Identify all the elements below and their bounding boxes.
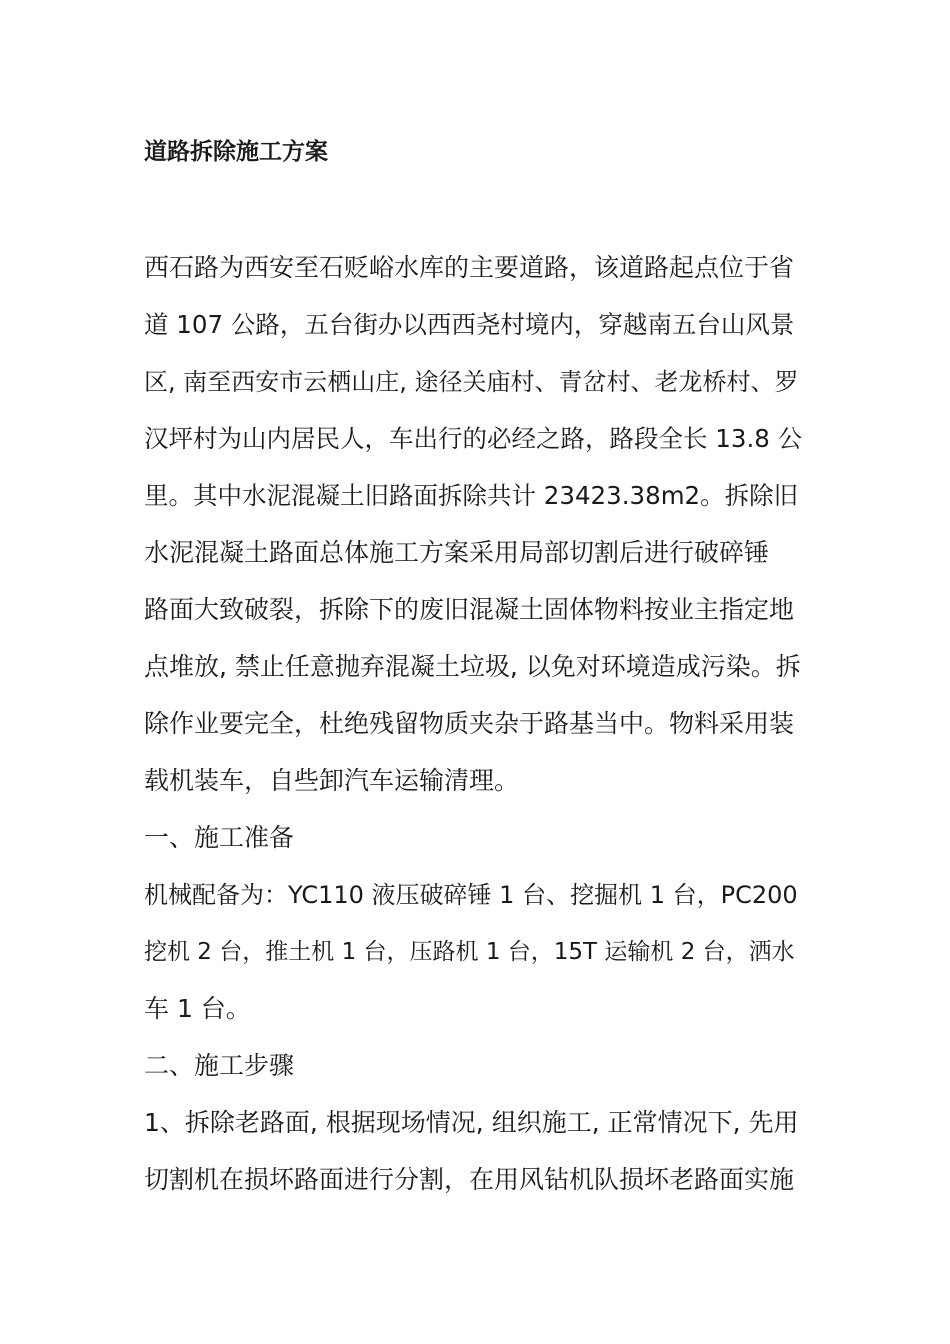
body-line: 路面大致破裂，拆除下的废旧混凝土固体物料按业主指定地: [144, 595, 795, 624]
body-line: 载机装车，自些卸汽车运输清理。: [144, 766, 520, 795]
body-line: 水泥混凝土路面总体施工方案采用局部切割后进行破碎锤: [144, 538, 770, 567]
body-line: 切割机在损坏路面进行分割，在用风钻机队损坏老路面实施: [144, 1165, 795, 1194]
body-line: 1、拆除老路面, 根据现场情况, 组织施工, 正常情况下, 先用: [144, 1108, 799, 1137]
body-line: 里。其中水泥混凝土旧路面拆除共计 23423.38m2。拆除旧: [144, 481, 799, 510]
body-line: 汉坪村为山内居民人，车出行的必经之路，路段全长 13.8 公: [144, 424, 803, 453]
body-line: 机械配备为：YC110 液压破碎锤 1 台、挖掘机 1 台，PC200: [144, 881, 798, 909]
body-line: 西石路为西安至石贬峪水库的主要道路，该道路起点位于省: [144, 253, 795, 282]
body-line: 区, 南至西安市云栖山庄, 途径关庙村、青岔村、老龙桥村、罗: [144, 368, 799, 396]
body-line: 道 107 公路，五台街办以西西尧村境内，穿越南五台山风景: [144, 310, 795, 339]
section-heading: 二、施工步骤: [144, 1051, 295, 1080]
body-line: 点堆放, 禁止任意抛弃混凝土垃圾, 以免对环境造成污染。拆: [144, 652, 801, 681]
body-line: 挖机 2 台，推土机 1 台，压路机 1 台，15T 运输机 2 台，洒水: [144, 939, 795, 965]
body-line: 车 1 台。: [144, 994, 251, 1023]
document-title: 道路拆除施工方案: [144, 139, 328, 165]
section-heading: 一、施工准备: [144, 823, 295, 852]
body-line: 除作业要完全，杜绝残留物质夹杂于路基当中。物料采用装: [144, 709, 795, 738]
